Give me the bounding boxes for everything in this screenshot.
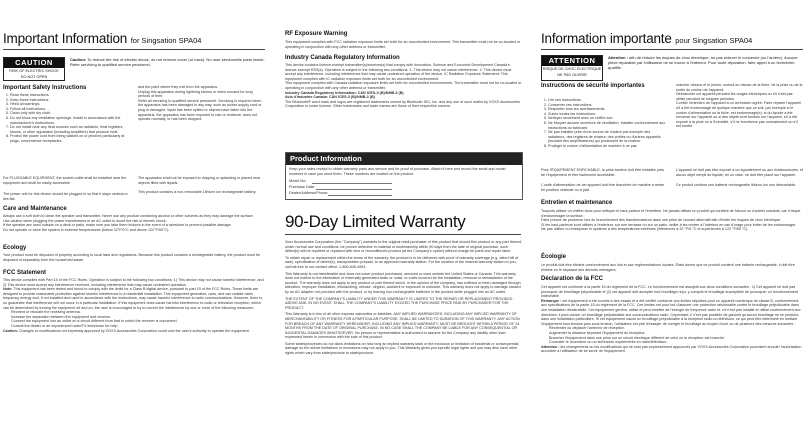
drip-note-fr: L'appareil ne doit pas être exposé à un égouttement ou aux éclaboussures, et aucun objet rempli de liquide, tel un vase, ne doit être placé sur l'appareil. (676, 168, 803, 177)
safety-list (3, 93, 128, 175)
fcc-measure-fr: Augmenter la distance séparant l'équipement du récepteur. (549, 330, 646, 335)
care-item: Always use a soft cloth to clean the speaker and transmitter. Never use any product containing alcohol or other solvents as they may damage the surface. (3, 214, 254, 218)
attention-note-label: Attention : (608, 55, 628, 60)
caution-note-label: Caution: (70, 57, 87, 62)
fcc-heading: FCC Statement (3, 270, 47, 276)
drip-note: The apparatus shall not be exposed to dripping or splashing or placed near objects filled with liquids. (138, 176, 261, 185)
care-item: Use caution when plugging the power transformers in an AC outlet to avoid the risk of electric shock. (3, 218, 167, 223)
product-info-text: Keep your sales receipt to obtain warranty parts and service and for proof of purchase. Attach it here and record the serial and model numbers in case you need them. These numbers are located on the product. (289, 167, 506, 176)
model-field-line (312, 183, 392, 184)
safety-item: Unplug this apparatus during lightning storms or when unused for long periods of time. (138, 89, 253, 99)
fcc-caution: Changes or modifications not expressly approved by VOXX Accessories Corporation could void the user's authority to operate the equipment. (18, 328, 250, 333)
english-column (0, 0, 270, 428)
ic-text: This device contains licence-exempt transmitter(s)/receiver(s) that comply with Innovation, Science and Economic Development Canada's licence-exempt RSS(s). Operation is subject to the following two conditions: 1. This device may not cause interference. 2. This device must accept any interference, including interference that may cause undesired operation of the device. IC Radiation Exposure Statement: This equipment complies with IC radiation exposure limits set forth for an uncontrolled environment. (285, 63, 512, 81)
safety-heading-fr: Instructions de sécurité importantes (541, 83, 645, 89)
safety-item: 5. Clean only with dry cloth. (10, 111, 128, 116)
dealer-field-line (328, 195, 392, 196)
safety-list-continued-fr (676, 83, 803, 141)
model-field-label: Model No.: (289, 179, 308, 183)
title-rule-fr (541, 49, 803, 50)
pluggable-note: For PLUGGABLE EQUIPMENT, the socket-outlet shall be installed near the equipment and shall be easily accessible. (3, 176, 127, 185)
french-column (538, 0, 808, 428)
care-item-fr: Ne pas utiliser ou entreposer le système à des températures extrêmes (inférieures à 32 °F/0 °C et supérieures à 122 °F/50 °C). (541, 227, 749, 232)
bluetooth-note: The Bluetooth® word mark and logos are registered trademarks owned by Bluetooth SIG, Inc. and any use of such marks by VOXX Accessories Corporation is under license. Other trademarks and trade names are those of their respective owners. (285, 99, 520, 109)
safety-item: 2. Keep these instructions. (10, 98, 128, 103)
power-note-fr: L'unité d'alimentation de cet appareil doit être branchée de manière à rester en position verticale ou à plat. (541, 183, 665, 192)
fcc-body-fr (541, 285, 803, 424)
fcc-measure: Consult the dealer or an experienced radio/TV technician for help. (11, 323, 119, 328)
fcc-note-label-fr: Remarque : (541, 298, 562, 303)
care-item-fr: Faire preuve de prudence lors du branchement des transformateurs dans une prise de courant alternatif afin d'éviter les risques de choc électrique. (541, 218, 781, 223)
battery-note-fr: Ce produit contient une batterie rechargeable lithium-ion non démontable. (676, 183, 797, 187)
safety-item-fr: marcher dessus et le pincer, surtout au niveau de la fiche, de la prise ou de la sortie du cordon de l'appareil. (676, 83, 803, 92)
fcc-caution-fr: les changements ou les modifications qui ne sont pas expressément approuvés par VOXX Accessories Corporation pourraient annuler l'autorisation accordée à l'utilisateur de se servir de l'équipement. (541, 344, 802, 354)
fcc-heading-fr: Déclaration de la FCC (541, 276, 604, 282)
safety-item-fr: Débrancher cet appareil pendant les orages électriques ou s'il n'est pas utilisé pendant de longues périodes. (676, 92, 793, 101)
title-rule (3, 49, 265, 50)
safety-item-fr: 8. Protéger le cordon d'alimentation de manière à ne pas (548, 144, 666, 149)
rf-heading: RF Exposure Warning (285, 31, 348, 37)
product-info-box (285, 152, 523, 200)
ic-ices: Industry Canada Regulatory Information: CAN ICES-3 (B)/NMB-3 (B) (285, 90, 404, 95)
ecology-heading-fr: Écologie (541, 254, 567, 260)
page-title-fr (541, 31, 752, 46)
caution-label: CAUTION (4, 58, 64, 68)
caution-note-text: To reduce the risk of electric shock, do not remove cover (or back). No user-serviceable parts inside. Refer servicing to qualified service personnel. (70, 57, 265, 68)
middle-column (283, 0, 525, 428)
fcc-measure-fr: Consulter le revendeur ou un technicien expérimenté en radio/télévision. (549, 340, 668, 345)
safety-item-fr: 3. Respecter tous les avertissements. (548, 107, 666, 112)
warranty-paragraph: This Warranty is in lieu of all other express warranties or liabilities. ANY IMPLIED WARRANTIES, INCLUDING ANY IMPLIED WARRANTY OF MERCHANTABILITY OR FITNESS FOR A PARTICULAR PURPOSE, SHALL BE LIMITED TO DURATION OF THIS WARRANTY. ANY ACTION FOR BREACH OF ANY WARRANTY HEREUNDER, INCLUDING ANY IMPLIED WARRANTY, MUST BE BROUGHT WITHIN A PERIOD OF 24 MONTHS FROM THE DATE OF ORIGINAL PURCHASE. IN NO CASE SHALL THE COMPANY BE LIABLE FOR ANY CONSEQUENTIAL OR INCIDENTAL DAMAGES WHATSOEVER. No person or representative is authorized to assume for the Company any liability other than expressed herein in connection with the sale of this product. (285, 312, 520, 340)
warranty-heading: 90-Day Limited Warranty (285, 212, 466, 231)
safety-item: and the point where they exit from the apparatus. (138, 85, 219, 89)
care-item-fr: Si les haut-parleurs sont utilisés à l'extérieur, sur une terrasse ou sur un patio, veiller à les rentrer à l'intérieur en cas d'orage pour éviter de les endommager. (541, 222, 797, 227)
date-field-label: Purchase Date: (289, 185, 316, 189)
caution-text-2: DO NOT OPEN (20, 75, 48, 79)
warranty-rule (285, 234, 521, 235)
power-note: The power unit for this device should be plugged in so that it stays vertical or lies flat. (3, 192, 128, 201)
caution-box (3, 57, 65, 81)
safety-item-fr: 2. Conserver ces instructions. (548, 103, 666, 108)
rf-text: This equipment complies with FCC radiation exposure limits set forth for an uncontrolled environment. This transmitter must not be co-located or operating in conjunction with any other antenna or transmitter. (285, 40, 521, 49)
fcc-note: This equipment has been tested and found to comply with the limits for a Class B digital device, pursuant to part 15 of the FCC Rules. These limits are designed to provide reasonable protection against harmful interference in a residential installation. This equipment generates, uses, and can radiate radio frequency energy and, if not installed and used in accordance with the instructions, may cause harmful interference to radio communications. However, there is no guarantee that interference will not occur in a particular installation. If this equipment does cause harmful interference to radio or television reception, which can be determined by turning the equipment off and on, the user is encouraged to try to correct the interference by one or more of the following measures: (3, 287, 263, 310)
caution-text-1: RISK OF ELECTRIC SHOCK (9, 69, 59, 73)
model-number: SPA04 (178, 36, 202, 45)
title-text-fr: Information importante (541, 31, 672, 46)
attention-note (608, 55, 803, 71)
ic-avis: Avis d'Industrie Canada: CAN ICES-3 (B)/NMB-3 (B) (285, 95, 375, 100)
ecology-text-fr: Le produit doit être éliminé conformément aux lois et aux réglementations locales. Étant donné que ce produit contient une batterie rechargeable, il doit être éliminé en le séparant des déchets ménagers. (541, 263, 795, 272)
safety-item: 4. Follow all instructions. (10, 107, 128, 112)
warranty-paragraph: Some states/provinces do not allow limitations on how long an implied warranty lasts or the exclusion or limitation of incidental or consequential damage so the above limitations or exclusions may not apply to you. This Warranty gives you specific legal rights and you may also have other rights which vary from state/province to state/province. (285, 341, 519, 356)
safety-item-fr: 1. Lire ces instructions. (548, 98, 666, 103)
dealer-field-label: Dealer/Address/Phone: (289, 191, 329, 195)
fcc-note-fr: cet équipement a été soumis à des essais et a été certifié conforme aux limites stipulées pour un appareil numérique de classe B, conformément aux spécifications de la partie 15 du règlement de la FCC. Ces limites ont pour but d'assurer une protection raisonnable contre le brouillage préjudiciable dans une installation résidentielle. Cet équipement génère, utilise et peut émettre de l'énergie de fréquence radio et, s'il n'est pas installé et utilisé conformément aux directives, il peut causer un brouillage préjudiciable aux communications radio. Cependant, il n'est pas possible de garantir qu'aucun brouillage ne se produira dans une installation particulière. Si cet équipement cause un brouillage préjudiciable à la réception radio ou télévision, ce qui peut être déterminé en mettant l'équipement hors tension puis sous tension, l'utilisateur est prié d'essayer de corriger le brouillage au moyen d'une ou de plusieurs des mesures suivantes : (541, 298, 801, 326)
battery-note: This product contains a non-removable Lithium Ion rechargeable battery. (138, 190, 257, 194)
attention-box (541, 55, 603, 81)
warranty-paragraph: To obtain repair or replacement within the terms of the warranty, the product is to be delivered with proof of warranty coverage (e.g. dated bill of sale), specification of defect(s), transportation prepaid, to an approved warranty station. For the location of the nearest warranty station to you, call toll-free to our contact office: 1-800-645-4994. (285, 255, 519, 269)
title-for: for Singsation (130, 36, 177, 45)
care-item: Do not operate or store the system in extreme temperatures (below 32°F/0°C and above 122°F/50°C). (3, 227, 170, 232)
ic-text-2: This equipment complies with Canada radiation exposure limits set forth for uncontrolled environments. The transmitter must not be co-located or operating in conjunction with any other antenna or transmitter. (285, 81, 522, 90)
fcc-measure-fr: Brancher l'équipement dans une prise sur un circuit électrique différent de celui où le récepteur est branché. (549, 335, 725, 340)
attention-label: ATTENTION (542, 56, 602, 66)
fcc-measure-fr: Réorienter ou déplacer l'antenne de réception. (549, 326, 625, 331)
title-text: Important Information (3, 31, 128, 46)
safety-item: 6. Do not block any ventilation openings. Install in accordance with the manufacturer's instructions. (10, 116, 128, 125)
ecology-text: Your product must be disposed of properly according to local laws and regulations. Because this product contains a rechargeable battery, the product must be disposed of separately from the household waste. (3, 253, 261, 262)
safety-item: 3. Heed all warnings. (10, 102, 128, 107)
safety-item: 7. Do not install near any heat sources such as radiators, heat registers, stoves, or other apparatus (including amplifiers) that produce heat. (10, 125, 128, 134)
safety-item: Refer all servicing to qualified service personnel. Servicing is required when the apparatus has been damaged in any way, such as power-supply cord or plug is damaged, liquid has been spilled or objects have fallen into the apparatus, the apparatus has been exposed to rain or moisture, does not operate normally, or has been dropped. (138, 98, 262, 122)
product-info-heading: Product Information (286, 153, 522, 165)
fcc-measure: Connect the equipment into an outlet on a circuit different from that to which the receiver is connected. (11, 319, 178, 324)
model-number-fr: SPA04 (729, 36, 753, 45)
warranty-paragraph: Voxx Accessories Corporation (the "Company") warrants to the original retail purchaser of this product that should this product or any part thereof, under normal use and conditions, be proven defective in material or workmanship within 90 days from the date of original purchase, such defect(s) will be repaired or replaced with new or reconditioned product (at the Company's option) without charge for parts and repair labor. (285, 240, 523, 254)
warranty-paragraph: THE EXTENT OF THE COMPANY'S LIABILITY UNDER THIS WARRANTY IS LIMITED TO THE REPAIR OR REPLACEMENT PROVIDED ABOVE AND, IN NO EVENT, SHALL THE COMPANY'S LIABILITY EXCEED THE PURCHASE PRICE PAID BY PURCHASER FOR THE PRODUCT. (285, 296, 513, 310)
safety-item-fr: 5. Nettoyer seulement avec un chiffon sec. (548, 116, 666, 121)
safety-item: 1. Read these instructions. (10, 93, 128, 98)
page-title (3, 31, 201, 46)
care-item-fr: Toujours utiliser un chiffon doux pour nettoyer le haut-parleur et l'émetteur. Ne jamais utiliser un produit qui contient de l'alcool ou d'autres solvants, car il risque d'endommager la surface. (541, 209, 801, 218)
warranty-paragraph: This Warranty is not transferable and does not cover product purchased, serviced or used outside the United States or Canada. This warranty does not extend to the elimination of externally generated static or noise, to costs incurred for the installation, removal or reinstallation of the product. The warranty does not apply to any product or part thereof which, in the opinion of the company, has suffered or been damaged through alteration, improper installation, mishandling, misuse, neglect, accident or exposure to moisture. This warranty does not apply to damage caused by an AC adapter not provided with the product, or by leaving non-rechargeable batteries in the product while plugged into an AC outlet. (285, 271, 521, 294)
attention-text-1: RISQUE DE CHOC ÉLECTRIQUE (542, 67, 602, 71)
care-item: If the speaker are used outside on a deck or patio, make sure you take them indoors in the event of a rainstorm to prevent possible damage. (3, 223, 232, 228)
safety-item: 8. Protect the power cord from being walked on or pinched particularly at plugs, convenience receptacles. (10, 134, 128, 143)
care-heading: Care and Maintenance (3, 206, 67, 212)
title-for-fr: pour Singsation (675, 36, 728, 45)
safety-item-fr: 7. Ne pas installer près d'une source de chaleur par exemple des radiateurs, des registres de chaleur, des poêles ou d'autres appareils (incluant des amplificateurs) qui produisent de la chaleur. (548, 130, 666, 144)
care-heading-fr: Entretien et maintenance (541, 200, 613, 206)
ic-body (285, 63, 523, 143)
ic-heading: Industry Canada Regulatory Information (285, 55, 400, 61)
fcc-body (3, 278, 265, 422)
date-field-line (316, 189, 392, 190)
fcc-intro: This device complies with Part 15 of the FCC Rules. Operation is subject to the following two conditions: 1) This device may not cause harmful interference, and 2) This device must accept any interference received, including interference that may cause undesired operation. (3, 278, 264, 287)
safety-list-continued (138, 85, 265, 140)
fcc-note-label: Note: (3, 287, 13, 292)
fcc-measure: Reorient or relocate the receiving antenna. (11, 310, 81, 315)
care-list (3, 214, 265, 240)
caution-note (70, 57, 265, 67)
safety-item-fr: Confier l'entretien de l'appareil à un technicien agréé. Faire réparer l'appareil s'il a été endommagé de quelque manière que ce soit, par exemple si le cordon d'alimentation ou la fiche, est endommagé(e), si du liquide a été renversé sur l'appareil ou si des objets sont tombés sur l'appareil, s'il a été exposé à la pluie ou à l'humidité, s'il ne fonctionne pas normalement ou s'il est tombé. (676, 101, 801, 129)
fcc-caution-label-fr: Attention : (541, 344, 560, 349)
ecology-heading: Ecology (3, 245, 27, 251)
safety-item-fr: 6. Ne bloquer aucune ouverture de ventilation. Installer conformément aux instructions du fabricant. (548, 121, 666, 130)
pluggable-note-fr: Pour l'ÉQUIPEMENT ENFICHABLE, la prise secteur doit être installée près de l'équipement et être facilement accessible. (541, 168, 664, 177)
fcc-intro-fr: Cet appareil est conforme à la partie 15 du règlement de la FCC. Le fonctionnement est assujetti aux deux conditions suivantes : 1) Cet appareil ne doit pas provoquer de brouillage préjudiciable et (2) cet appareil doit accepter tout brouillage reçu, y compris le brouillage susceptible de provoquer un fonctionnement indésirable. (541, 285, 799, 299)
care-list-fr (541, 209, 803, 241)
fcc-caution-label: Caution: (3, 328, 18, 333)
warranty-body (285, 240, 523, 424)
attention-text-2: NE PAS OUVRIR (557, 73, 587, 77)
safety-heading: Important Safety Instructions (3, 85, 87, 91)
fcc-measure: Increase the separation between the equipment and receiver. (11, 314, 112, 319)
safety-item-fr: 4. Suivre toutes les instructions. (548, 112, 666, 117)
safety-list-fr (541, 98, 666, 176)
attention-note-text: afin de réduire les risques de choc électrique, ne pas enlever le couvercle (ou l'arrière). Aucune pièce réparable par l'utilisateur ne se trouve à l'intérieur. Pour toute réparation, faire appel à un technicien qualifié. (608, 55, 798, 71)
